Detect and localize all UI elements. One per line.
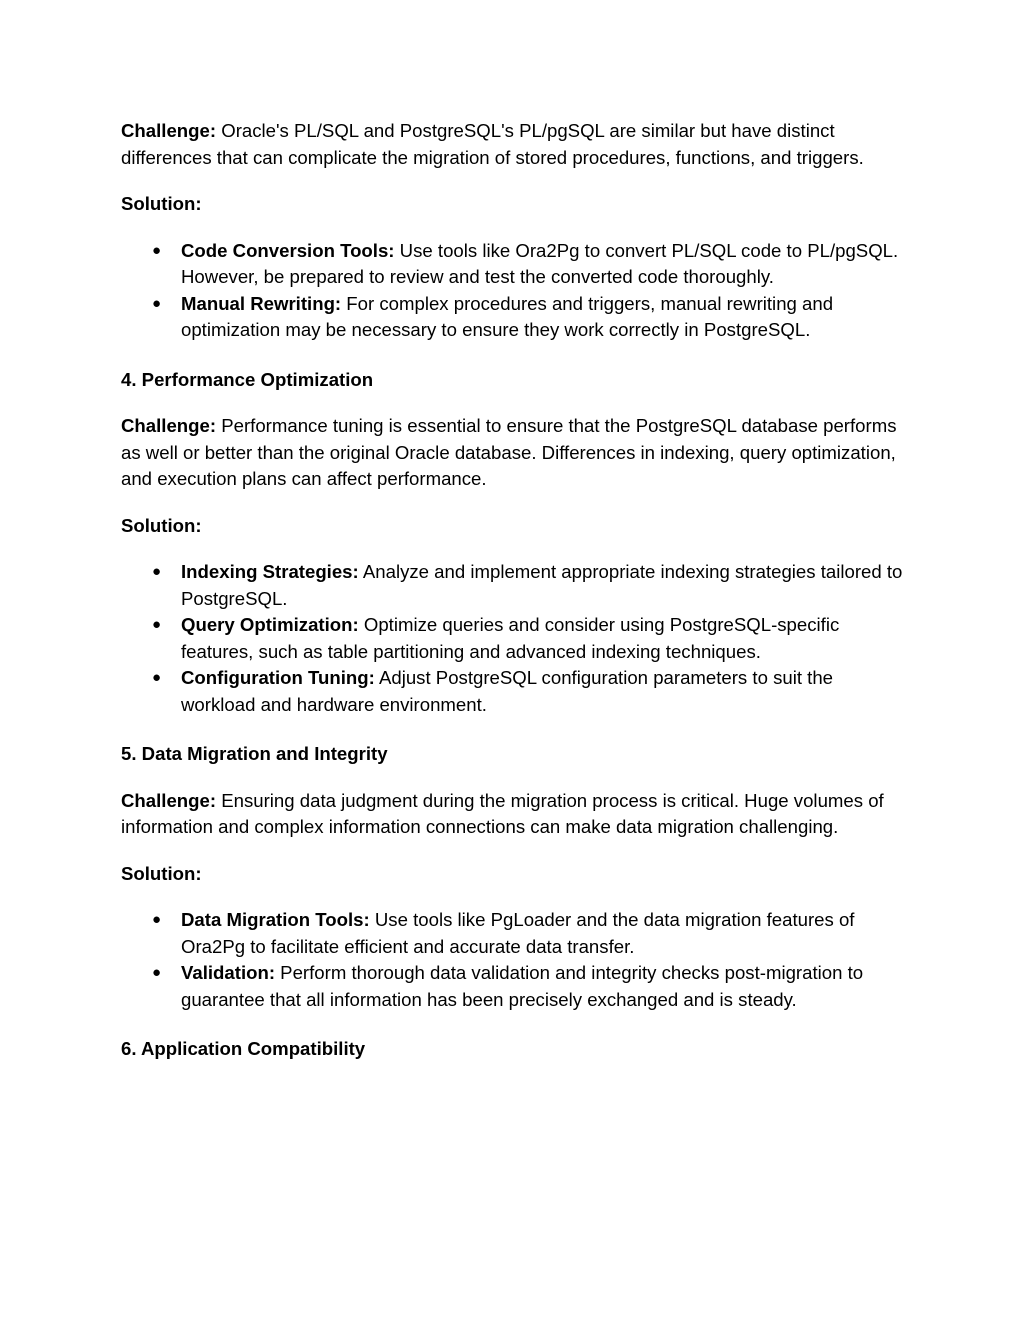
item-text: Perform thorough data validation and integrity checks post-migration to guarantee that all information has been precisely exchanged and is steady. (181, 962, 864, 1010)
list-item (121, 559, 911, 612)
performance-heading: 4. Performance Optimization (121, 368, 374, 390)
bullet-icon: ● (152, 294, 162, 312)
item-label: Validation: (181, 962, 276, 983)
migration-heading: 5. Data Migration and Integrity (121, 743, 388, 764)
bullet-icon: ● (152, 616, 162, 633)
item-label: Data Migration Tools: (181, 909, 370, 930)
list-item (121, 907, 911, 960)
challenge-label: Challenge: (121, 120, 217, 141)
list-item (121, 291, 911, 344)
item-text: Use tools like Ora2Pg to convert PL/SQL code to PL/pgSQL. However, be prepared to review and test the converted code thoroughly. (181, 239, 899, 287)
item-label: Code Conversion Tools: (181, 239, 395, 261)
plsql-solution-list (121, 238, 911, 344)
challenge-label: Challenge: (121, 415, 217, 436)
list-item (121, 960, 911, 1013)
item-text: For complex procedures and triggers, manual rewriting and optimization may be necessary to ensure they work correctly in PostgreSQL. (181, 292, 834, 340)
item-label: Configuration Tuning: (181, 667, 375, 688)
migration-solution-list (121, 907, 911, 1013)
list-item (121, 665, 911, 718)
bullet-icon: ● (152, 563, 162, 580)
plsql-challenge-paragraph (121, 118, 911, 171)
performance-solution-list (121, 559, 911, 718)
bullet-icon: ● (152, 669, 162, 686)
challenge-label: Challenge: (121, 789, 217, 811)
challenge-text: Performance tuning is essential to ensure that the PostgreSQL database performs as well or better than the original Oracle database. Differences in indexing, query optimization, and execution plans can affect performance. (121, 415, 897, 489)
item-label: Manual Rewriting: (181, 292, 342, 314)
plsql-solution-label: Solution: (121, 193, 202, 214)
performance-challenge-paragraph (121, 413, 911, 493)
item-text: Analyze and implement appropriate indexing strategies tailored to PostgreSQL. (181, 561, 903, 609)
bullet-icon: ● (152, 241, 162, 259)
item-label: Indexing Strategies: (181, 561, 359, 582)
migration-solution-label: Solution: (121, 862, 202, 884)
challenge-text: Oracle's PL/SQL and PostgreSQL's PL/pgSQL are similar but have distinct differences that can complicate the migration of stored procedures, functions, and triggers. (121, 120, 864, 168)
item-text: Optimize queries and consider using PostgreSQL-specific features, such as table partitioning and advanced indexing techniques. (181, 614, 840, 662)
bullet-icon: ● (152, 964, 162, 981)
migration-challenge-paragraph (121, 788, 911, 841)
item-text: Adjust PostgreSQL configuration parameters to suit the workload and hardware environment. (181, 667, 834, 715)
item-label: Query Optimization: (181, 614, 359, 635)
document-page (121, 118, 911, 1083)
bullet-icon: ● (152, 911, 162, 928)
compatibility-heading: 6. Application Compatibility (121, 1038, 366, 1059)
performance-solution-label: Solution: (121, 514, 202, 536)
list-item (121, 612, 911, 665)
list-item (121, 238, 911, 291)
challenge-text: Ensuring data judgment during the migration process is critical. Huge volumes of information and complex information connections can make data migration challenging. (121, 789, 884, 837)
item-text: Use tools like PgLoader and the data migration features of Ora2Pg to facilitate efficient and accurate data transfer. (181, 909, 855, 957)
